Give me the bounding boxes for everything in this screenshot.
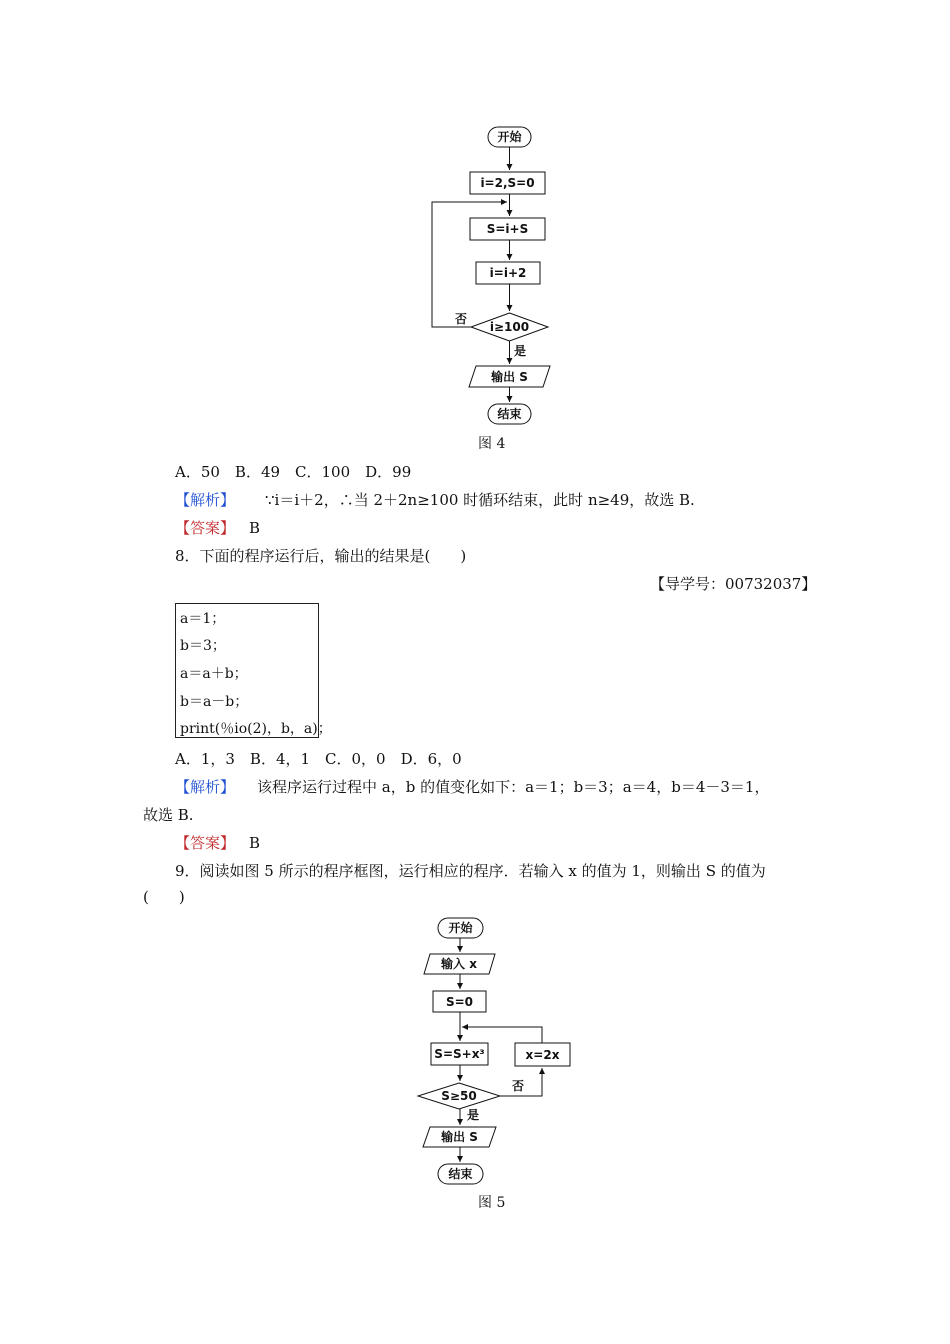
q7-analysis-text: ∵i＝i＋2，∴当 2＋2n≥100 时循环结束，此时 n≥49，故选 B. xyxy=(265,491,695,509)
q9-stem-line1: 9．阅读如图 5 所示的程序框图，运行相应的程序．若输入 x 的值为 1，则输出 S 的值为 xyxy=(175,862,766,880)
analysis-tag: 【解析】 xyxy=(175,778,236,796)
answer-tag: 【答案】 xyxy=(175,519,236,537)
double-x-label: x=2x xyxy=(525,1048,560,1062)
start-label: 开始 xyxy=(448,921,473,935)
end-label: 结束 xyxy=(497,407,522,421)
q7-answer xyxy=(175,518,260,538)
condition-label: i≥100 xyxy=(489,320,530,334)
q7-answer-text: B xyxy=(249,519,261,537)
yes-label: 是 xyxy=(467,1108,480,1122)
answer-tag: 【答案】 xyxy=(175,834,236,852)
code-block xyxy=(175,603,332,738)
condition-label: S≥50 xyxy=(441,1089,477,1103)
fig5-caption: 图 5 xyxy=(478,1195,506,1211)
analysis-tag: 【解析】 xyxy=(175,491,236,509)
code-line: b＝3； xyxy=(180,638,226,654)
output-label: 输出 S xyxy=(441,1130,478,1144)
code-line: a＝a＋b； xyxy=(180,666,248,682)
guide-number: 【导学号：00732037】 xyxy=(650,575,817,593)
sum-label: S=i+S xyxy=(486,222,529,236)
q8-analysis-cont: 故选 B. xyxy=(143,806,194,824)
output-label: 输出 S xyxy=(491,370,528,384)
flowchart-fig4 xyxy=(400,120,600,430)
q7-analysis xyxy=(175,490,695,510)
q8-answer xyxy=(175,833,260,853)
init-label: S=0 xyxy=(445,995,474,1009)
q8-options: A．1，3 B．4，1 C．0，0 D．6，0 xyxy=(175,750,462,768)
q9-stem-line2: ( ) xyxy=(143,888,185,906)
init-label: i=2,S=0 xyxy=(480,176,535,190)
flowchart-fig5 xyxy=(400,910,600,1190)
fig4-caption: 图 4 xyxy=(478,436,506,452)
q8-stem: 8．下面的程序运行后，输出的结果是( ) xyxy=(175,547,467,565)
yes-label: 是 xyxy=(514,344,527,358)
no-label: 否 xyxy=(455,312,468,326)
q7-options: A．50 B．49 C．100 D．99 xyxy=(175,463,412,481)
start-label: 开始 xyxy=(497,130,522,144)
q8-analysis xyxy=(175,777,769,797)
no-label: 否 xyxy=(512,1079,525,1093)
sum-label: S=S+x³ xyxy=(434,1047,485,1061)
q8-answer-text: B xyxy=(249,834,261,852)
q8-analysis-text: 该程序运行过程中 a，b 的值变化如下：a＝1；b＝3；a＝4，b＝4－3＝1， xyxy=(257,778,770,796)
code-line: b＝a－b； xyxy=(180,694,249,710)
code-line: a＝1； xyxy=(180,611,226,627)
end-label: 结束 xyxy=(448,1167,473,1181)
input-label: 输入 x xyxy=(441,957,477,971)
code-line: print(％io(2)，b，a)； xyxy=(180,721,332,737)
increment-label: i=i+2 xyxy=(489,266,527,280)
